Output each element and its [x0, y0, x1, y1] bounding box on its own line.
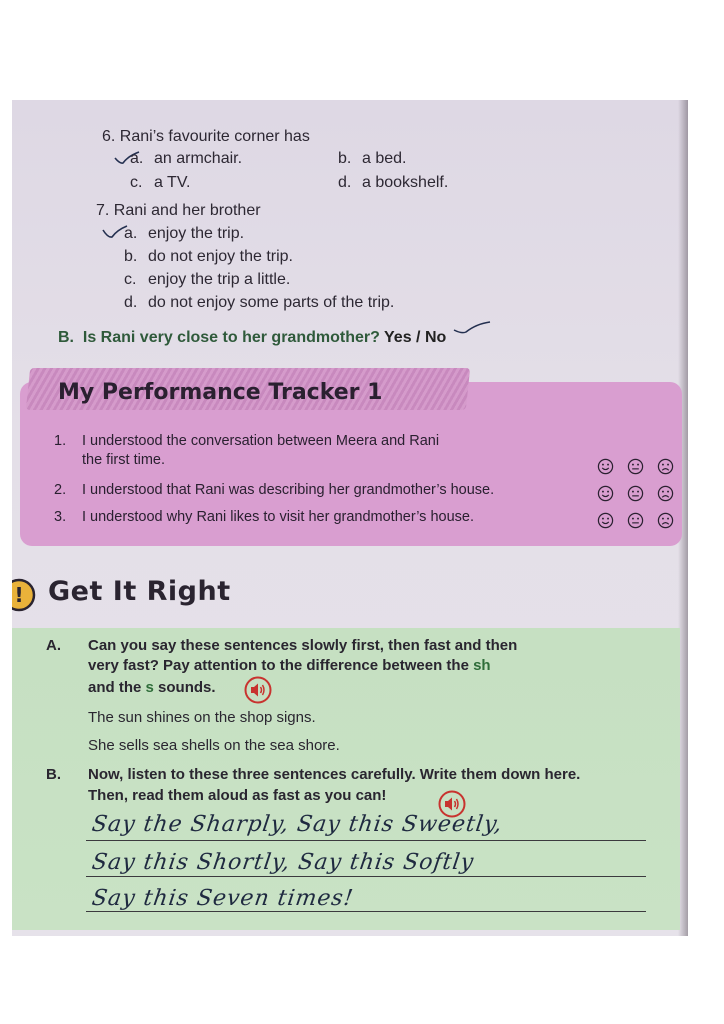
- speaker-audio-icon[interactable]: [244, 676, 272, 704]
- neutral-face-icon[interactable]: [627, 485, 644, 502]
- tracker-faces-3: [597, 512, 677, 532]
- writing-line-1: [86, 840, 646, 841]
- part-a-label: A.: [46, 637, 61, 654]
- happy-face-icon[interactable]: [597, 512, 614, 529]
- q7-option-d: d. do not enjoy some parts of the trip.: [124, 294, 395, 311]
- workbook-page: [12, 100, 688, 936]
- checkmark-icon: [452, 320, 492, 336]
- question-7-number: 7.: [96, 202, 110, 219]
- part-b-line2: Then, read them aloud as fast as you can!: [88, 787, 387, 804]
- part-a-line1: Can you say these sentences slowly first, then fast and then: [88, 637, 518, 654]
- question-6-number: 6.: [102, 128, 116, 145]
- sad-face-icon[interactable]: [657, 512, 674, 529]
- tracker-faces-2: [597, 485, 677, 505]
- part-a-sentence-1: The sun shines on the shop signs.: [88, 709, 316, 726]
- tracker-item-2: 2. I understood that Rani was describing her grandmother’s house.: [54, 482, 495, 498]
- part-a-sentence-2: She sells sea shells on the sea shore.: [88, 737, 340, 754]
- sad-face-icon[interactable]: [657, 485, 674, 502]
- exclamation-icon: [12, 578, 36, 612]
- section-b-label: B.: [58, 329, 74, 346]
- happy-face-icon[interactable]: [597, 458, 614, 475]
- q7-option-b: b. do not enjoy the trip.: [124, 248, 293, 265]
- handwritten-line-2: Say this Shortly, Say this Softly: [90, 850, 476, 875]
- handwritten-line-1: Say the Sharply, Say this Sweetly,: [90, 812, 505, 837]
- handwritten-line-3: Say this Seven times!: [90, 886, 356, 911]
- part-b-line1: Now, listen to these three sentences carefully. Write them down here.: [88, 766, 581, 783]
- section-b-answer: Yes / No: [384, 329, 447, 346]
- q6-option-b: b. a bed.: [338, 150, 407, 167]
- section-b-question: [58, 329, 446, 347]
- part-a-line2: very fast? Pay attention to the difference between the sh: [88, 657, 491, 674]
- writing-line-3: [86, 911, 646, 912]
- q6-option-c: c. a TV.: [130, 174, 191, 191]
- happy-face-icon[interactable]: [597, 485, 614, 502]
- svg-text:!: !: [14, 583, 24, 607]
- q7-option-a: a. enjoy the trip.: [124, 225, 245, 242]
- q6-option-a: a. an armchair.: [130, 150, 243, 167]
- question-6-text: Rani’s favourite corner has: [119, 128, 310, 145]
- get-it-right-title: Get It Right: [48, 576, 231, 607]
- q7-option-c: c. enjoy the trip a little.: [124, 271, 291, 288]
- part-a-line3: and the s sounds.: [88, 679, 216, 696]
- tracker-item-3: 3. I understood why Rani likes to visit her grandmother’s house.: [54, 509, 474, 525]
- tracker-title: My Performance Tracker 1: [58, 380, 383, 405]
- question-7: [96, 202, 261, 220]
- tracker-faces-1: [597, 458, 677, 478]
- part-b-label: B.: [46, 766, 61, 783]
- question-7-text: Rani and her brother: [113, 202, 261, 219]
- neutral-face-icon[interactable]: [627, 512, 644, 529]
- tracker-item-1: 1. I understood the conversation between Meera and Rani the first time.: [54, 433, 440, 468]
- section-b-text: Is Rani very close to her grandmother?: [82, 329, 380, 346]
- neutral-face-icon[interactable]: [627, 458, 644, 475]
- question-6: [102, 128, 310, 146]
- writing-line-2: [86, 876, 646, 877]
- q6-option-d: d. a bookshelf.: [338, 174, 449, 191]
- sad-face-icon[interactable]: [657, 458, 674, 475]
